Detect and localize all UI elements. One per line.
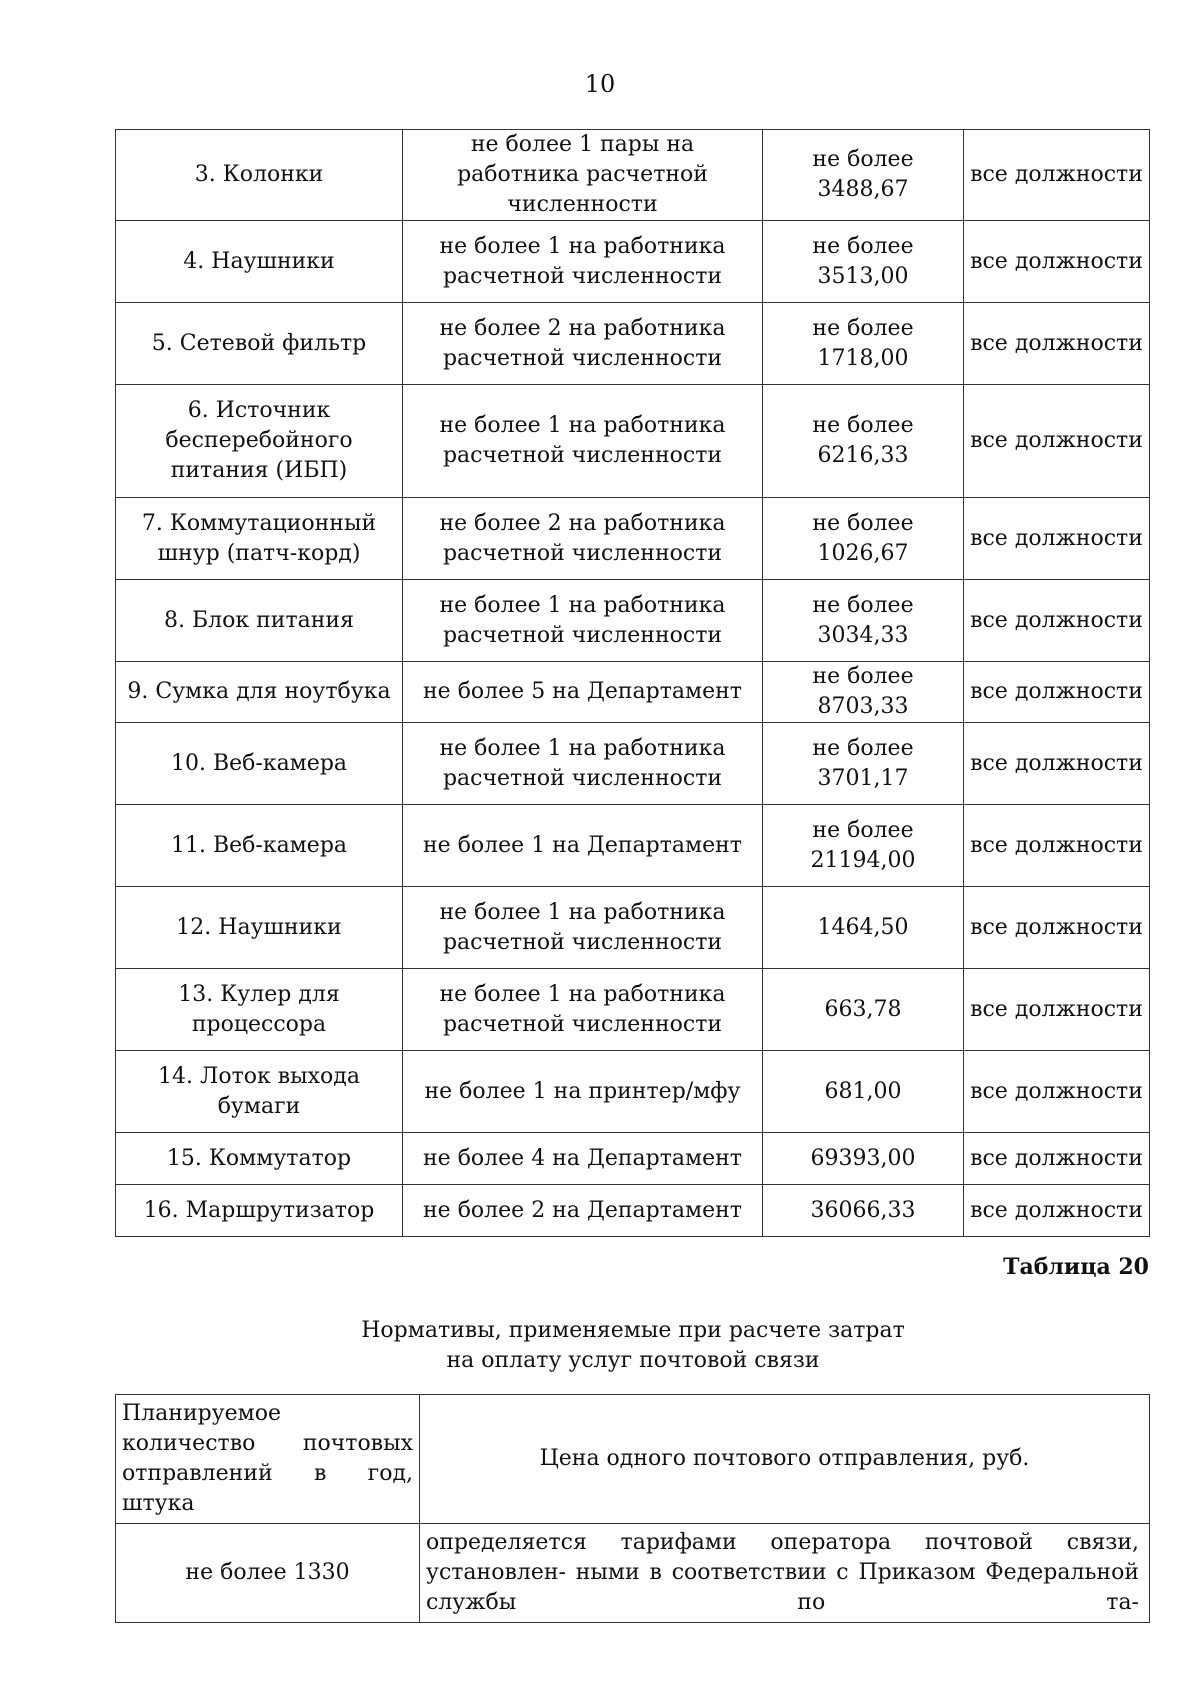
positions-cell: все должности [964,385,1150,498]
norm-cell: не более 1 на работника расчетной численности [403,969,763,1051]
norm-cell: не более 2 на работника расчетной численности [403,498,763,580]
table-row [116,1051,1150,1133]
item-name-cell: 3. Колонки [116,130,403,221]
item-name-cell: 13. Кулер для процессора [116,969,403,1051]
price-cell: 36066,33 [763,1185,964,1237]
positions-cell: все должности [964,969,1150,1051]
norm-cell: не более 1 на работника расчетной численности [403,385,763,498]
positions-cell: все должности [964,1133,1150,1185]
item-name-cell: 11. Веб-камера [116,805,403,887]
norm-cell: не более 1 на работника расчетной численности [403,887,763,969]
positions-cell: все должности [964,221,1150,303]
price-cell: не более 3513,00 [763,221,964,303]
item-name-cell: 8. Блок питания [116,580,403,662]
price-cell: не более 8703,33 [763,662,964,723]
table-row [116,1133,1150,1185]
norm-cell: не более 1 на работника расчетной численности [403,723,763,805]
positions-cell: все должности [964,303,1150,385]
norm-cell: не более 1 пары на работника расчетной численности [403,130,763,221]
price-cell: не более 6216,33 [763,385,964,498]
table-row [116,805,1150,887]
price-cell: 1464,50 [763,887,964,969]
item-name-cell: 16. Маршрутизатор [116,1185,403,1237]
table-row [116,887,1150,969]
table-row [116,1185,1150,1237]
item-name-cell: 15. Коммутатор [116,1133,403,1185]
item-name-cell: 5. Сетевой фильтр [116,303,403,385]
norm-cell: не более 1 на Департамент [403,805,763,887]
equipment-norms-table-body [116,130,1150,1237]
item-name-cell: 6. Источник бесперебойного питания (ИБП) [116,385,403,498]
table-row [116,130,1150,221]
norm-cell: не более 2 на Департамент [403,1185,763,1237]
norm-cell: не более 4 на Департамент [403,1133,763,1185]
norm-cell: не более 1 на работника расчетной численности [403,221,763,303]
price-cell: 69393,00 [763,1133,964,1185]
price-cell: 663,78 [763,969,964,1051]
price-value-cell: определяется тарифами оператора почтовой связи, установлен- ными в соответствии с Приказом Федеральной службы по та- [420,1524,1150,1623]
item-name-cell: 7. Коммутационный шнур (патч-корд) [116,498,403,580]
table-caption: Таблица 20 [1003,1254,1149,1280]
price-header-cell: Цена одного почтового отправления, руб. [420,1395,1150,1524]
table-row [116,580,1150,662]
norm-cell: не более 5 на Департамент [403,662,763,723]
positions-cell: все должности [964,580,1150,662]
price-cell: не более 3701,17 [763,723,964,805]
item-name-cell: 10. Веб-камера [116,723,403,805]
table-row [116,303,1150,385]
norm-cell: не более 1 на работника расчетной численности [403,580,763,662]
item-name-cell: 14. Лоток выхода бумаги [116,1051,403,1133]
positions-cell: все должности [964,130,1150,221]
table-heading [0,1316,1200,1376]
positions-cell: все должности [964,723,1150,805]
positions-cell: все должности [964,1185,1150,1237]
quantity-value-cell: не более 1330 [116,1524,420,1623]
quantity-header-cell: Планируемое количество почтовых отправлений в год, штука [116,1395,420,1524]
price-cell: не более 3034,33 [763,580,964,662]
price-cell: не более 21194,00 [763,805,964,887]
table-header-row [116,1395,1150,1524]
table-row [116,385,1150,498]
norm-cell: не более 1 на принтер/мфу [403,1051,763,1133]
price-cell: не более 1026,67 [763,498,964,580]
table-row [116,969,1150,1051]
table-row [116,221,1150,303]
positions-cell: все должности [964,887,1150,969]
table-row [116,498,1150,580]
price-cell: 681,00 [763,1051,964,1133]
positions-cell: все должности [964,498,1150,580]
item-name-cell: 9. Сумка для ноутбука [116,662,403,723]
positions-cell: все должности [964,662,1150,723]
price-cell: не более 3488,67 [763,130,964,221]
table-heading-line: на оплату услуг почтовой связи [446,1348,820,1373]
item-name-cell: 4. Наушники [116,221,403,303]
positions-cell: все должности [964,805,1150,887]
price-cell: не более 1718,00 [763,303,964,385]
positions-cell: все должности [964,1051,1150,1133]
equipment-norms-table [115,129,1150,1237]
postal-norms-table [115,1394,1150,1623]
table-row [116,723,1150,805]
norm-cell: не более 2 на работника расчетной численности [403,303,763,385]
table-row [116,1524,1150,1623]
table-row [116,662,1150,723]
table-heading-line: Нормативы, применяемые при расчете затрат [361,1318,905,1343]
page-number: 10 [584,70,616,98]
item-name-cell: 12. Наушники [116,887,403,969]
